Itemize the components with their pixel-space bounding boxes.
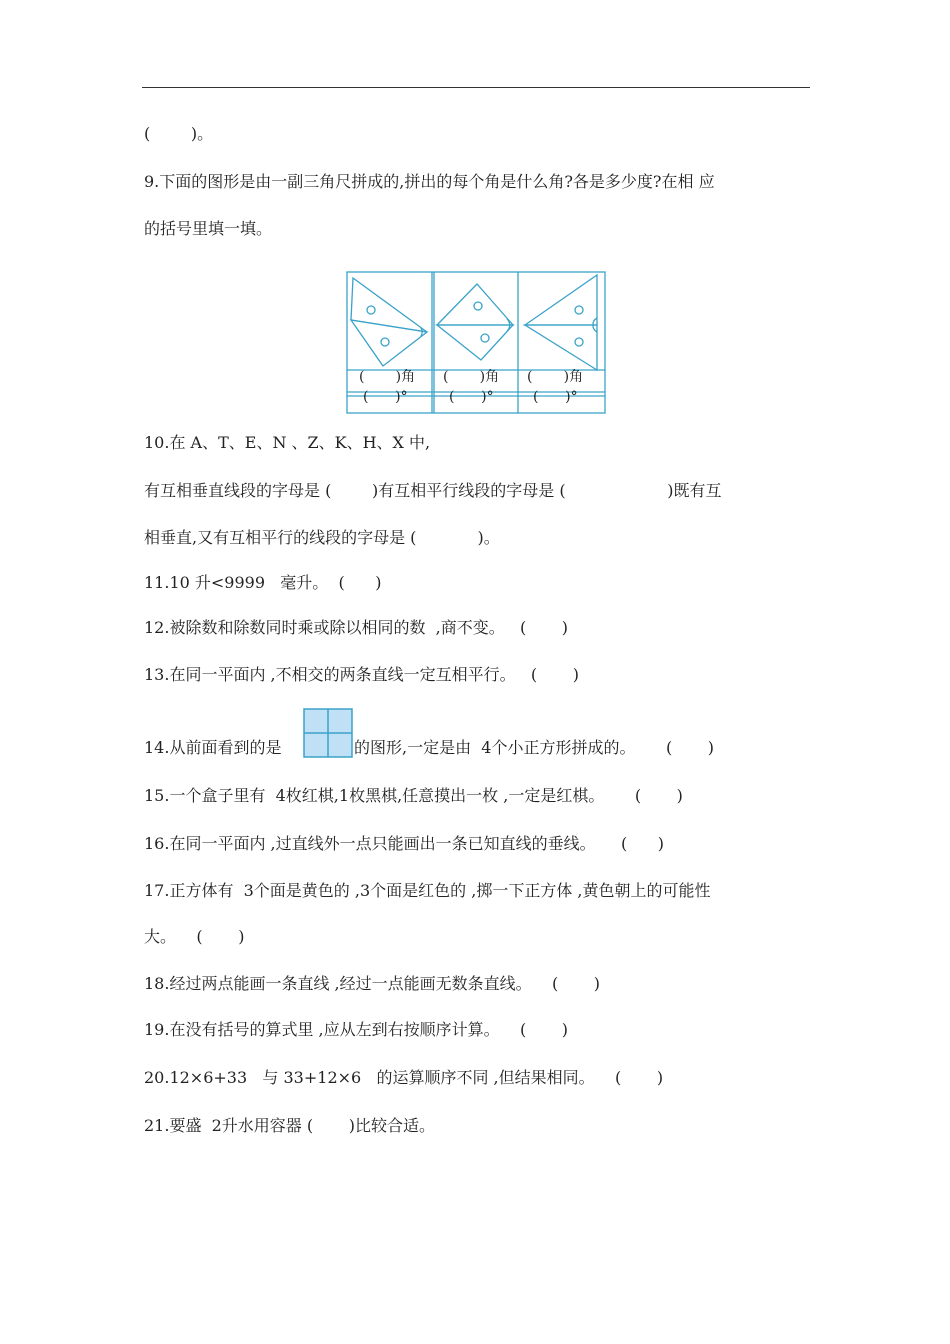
prev-answer-blank: ( )。 [144,124,214,143]
question-21: 21.要盛 2升水用容器 ( )比较合适。 [144,1116,435,1135]
question-9-line-1: 9.下面的图形是由一副三角尺拼成的,拼出的每个角是什么角?各是多少度?在相 应 [144,172,715,191]
question-20: 20.12×6+33 与 33+12×6 的运算顺序不同 ,但结果相同。 ( ) [144,1068,664,1087]
question-11: 11.10 升<9999 毫升。 ( ) [144,573,382,592]
question-13: 13.在同一平面内 ,不相交的两条直线一定互相平行。 ( ) [144,665,579,684]
question-9-line-2: 的括号里填一填。 [144,219,273,238]
question-16: 16.在同一平面内 ,过直线外一点只能画出一条已知直线的垂线。 ( ) [144,834,665,853]
four-squares-icon [303,708,353,758]
angle-type-blank-3: ( )角 [527,369,584,385]
question-17-line-1: 17.正方体有 3个面是黄色的 ,3个面是红色的 ,掷一下正方体 ,黄色朝上的可能性 [144,881,711,900]
question-10-line-3: 相垂直,又有互相平行的线段的字母是 ( )。 [144,528,500,547]
angle-type-blank-1: ( )角 [359,369,416,385]
question-14-prefix: 14.从前面看到的是 [144,738,282,757]
question-18: 18.经过两点能画一条直线 ,经过一点能画无数条直线。 ( ) [144,974,601,993]
question-12: 12.被除数和除数同时乘或除以相同的数 ,商不变。 ( ) [144,618,569,637]
angle-degree-blank-1: ( )° [363,389,408,405]
question-10-line-1: 10.在 A、T、E、N 、Z、K、H、X 中, [144,433,431,452]
angle-degree-blank-2: ( )° [449,389,494,405]
question-19: 19.在没有括号的算式里 ,应从左到右按顺序计算。 ( ) [144,1020,569,1039]
question-15: 15.一个盒子里有 4枚红棋,1枚黑棋,任意摸出一枚 ,一定是红棋。 ( ) [144,786,683,805]
question-14-suffix: 的图形,一定是由 4个小正方形拼成的。 ( ) [354,738,715,757]
header-rule [142,87,810,88]
angle-degree-blank-3: ( )° [533,389,578,405]
triangle-ruler-figure [345,270,607,416]
question-10-line-2: 有互相垂直线段的字母是 ( )有互相平行线段的字母是 ( )既有互 [144,481,722,500]
question-17-line-2: 大。 ( ) [144,927,245,946]
angle-type-blank-2: ( )角 [443,369,500,385]
